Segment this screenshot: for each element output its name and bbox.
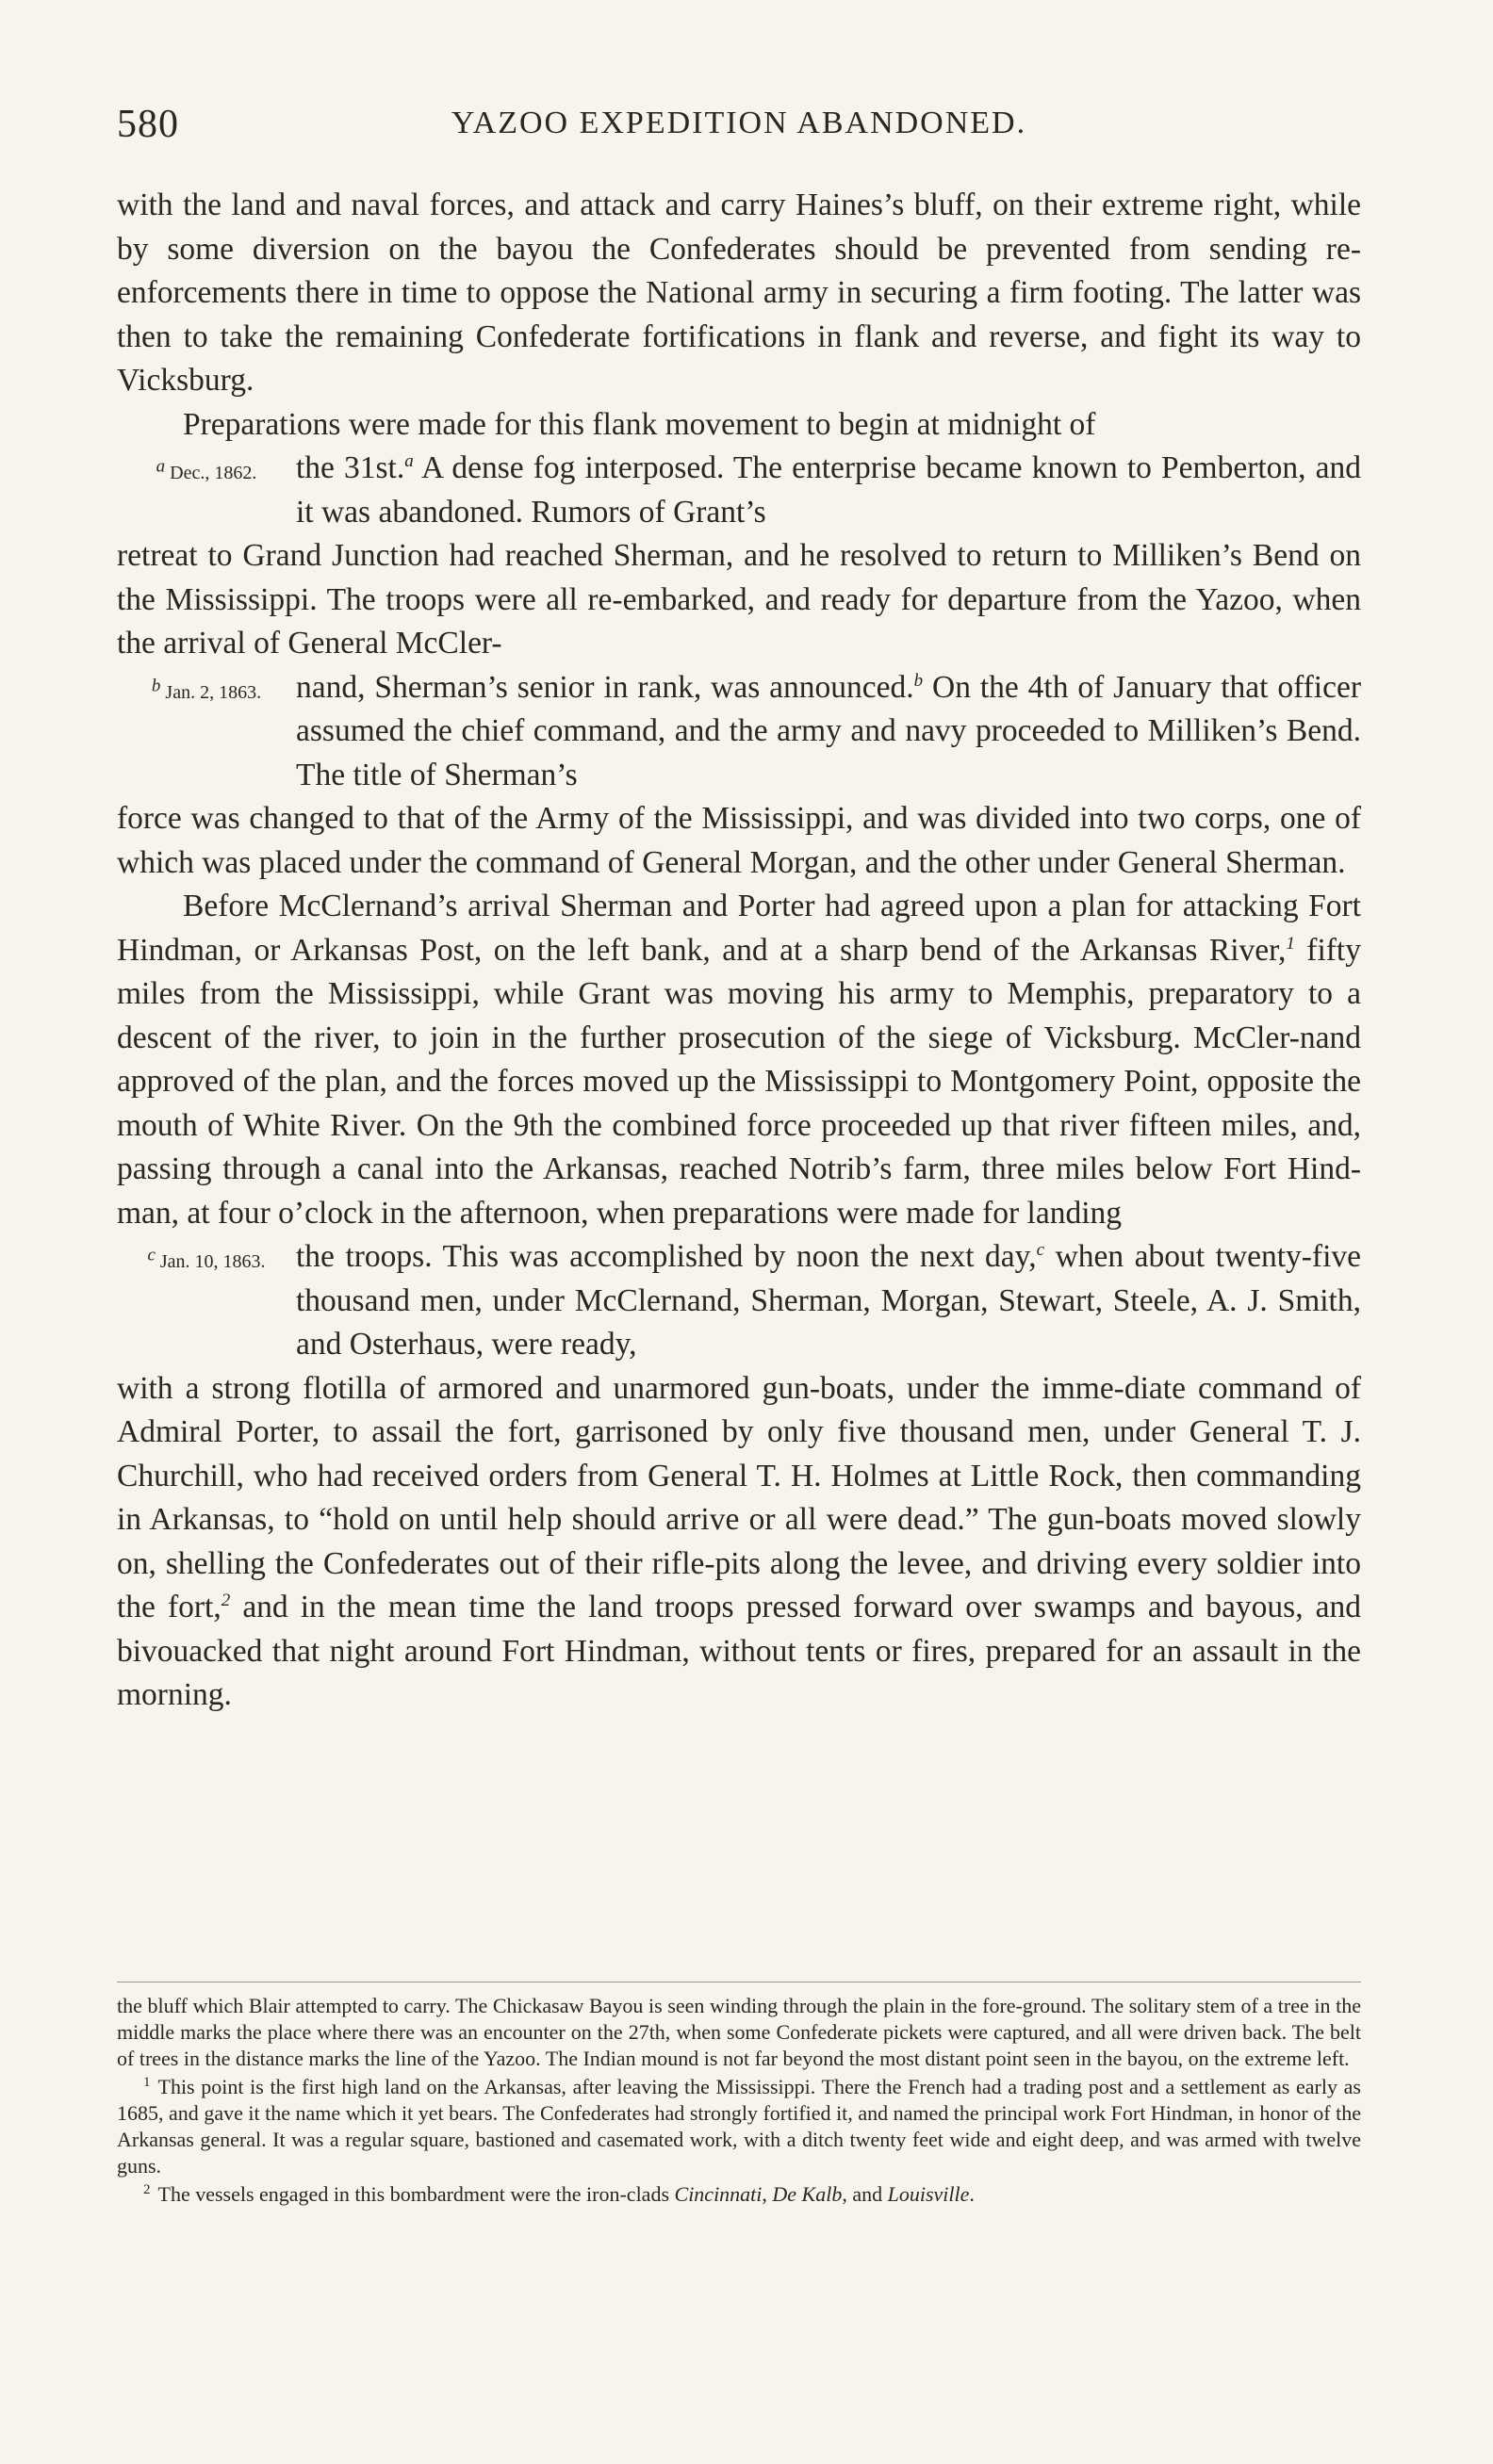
text-run: when about twenty-five thousand men, under McClernand, Sherman, Morgan, Stewart, Steele, A. J. Smith, and Osterhaus, were ready, <box>296 1239 1361 1362</box>
wrapped-text-c <box>296 1235 1361 1367</box>
text-run: the troops. This was accomplished by noon the next day, <box>296 1239 1037 1274</box>
footnote-divider <box>117 1982 1361 1983</box>
footnote-reference: 1 <box>1286 933 1295 954</box>
text-run: nand, Sherman’s senior in rank, was announced. <box>296 669 914 705</box>
note-reference: b <box>913 670 924 691</box>
wrapped-text-a <box>296 447 1361 534</box>
margin-note-mark: b <box>151 675 161 695</box>
running-title: YAZOO EXPEDITION ABANDONED. <box>451 106 1027 140</box>
text-run: Before McClernand’s arrival Sherman and Porter had agreed upon a plan for attacking Fort Hindman, or Arkansas Post, on the left bank, and at a sharp bend of the Arkansas River, <box>117 889 1361 968</box>
footnote-text: This point is the first high land on the Arkansas, after leaving the Mississippi. There the French had a trading post and a settlement as early as 1685, and gave it the name which it yet bears. The Confederates had strongly fortified it, and named the principal work Fort Hindman, in honor of the Arkansas general. It was a regular square, bastioned and casemated work, with a ditch twenty feet wide and eight deep, and was armed with twelve guns. <box>117 2075 1361 2178</box>
note-reference: a <box>404 450 414 471</box>
separator: , and <box>842 2182 888 2206</box>
footnote-number: 2 <box>143 2181 151 2197</box>
footnote-continued: the bluff which Blair attempted to carry. The Chickasaw Bayou is seen winding through the plain in the fore-ground. The solitary stem of a tree in the middle marks the place where there was an encounter on the 27th, when some Confederate pickets were captured, and all were driven back. The belt of trees in the distance marks the line of the Yazoo. The Indian mound is not far beyond the most distant point seen in the bayou, on the extreme left. <box>117 1994 1361 2070</box>
footnote-text: The vessels engaged in this bombardment were the iron-clads <box>157 2182 675 2206</box>
margin-note-text: Jan. 2, 1863. <box>165 681 262 703</box>
paragraph-2-middle: retreat to Grand Junction had reached Sherman, and he resolved to return to Milliken’s Bend on the Mississippi. The troops were all re-embarked, and ready for departure from the Yazoo, when the arrival of General McCler- <box>117 538 1361 661</box>
ship-name: De Kalb <box>772 2182 843 2206</box>
page-number: 580 <box>117 103 179 146</box>
text-run: with a strong flotilla of armored and unarmored gun-boats, under the imme-diate command of Admiral Porter, to assail the fort, garrisoned by only five thousand men, under General T. J. Churchill, who had received orders from General T. H. Holmes at Little Rock, then commanding in Arkansas, to “hold on until help should arrive or all were dead.” The gun-boats moved slowly on, shelling the Confederates out of their rifle-pits along the levee, and driving every soldier into the fort, <box>117 1370 1361 1624</box>
footnotes <box>117 1993 1361 2210</box>
text-run: and in the mean time the land troops pressed forward over swamps and bayous, and bivouacked that night around Fort Hindman, without tents or fires, prepared for an assault in the morning. <box>117 1590 1362 1712</box>
wrapped-text-b <box>296 666 1361 798</box>
margin-note-mark: c <box>147 1245 156 1265</box>
paragraph-3-end <box>117 1367 1361 1718</box>
page-header <box>117 102 1361 158</box>
paragraph-2-end: force was changed to that of the Army of the Mississippi, and was divided into two corps, one of which was placed under the command of General Morgan, and the other under General Sherman. <box>117 801 1361 880</box>
ship-name: Cincinnati <box>674 2182 763 2206</box>
margin-note-c <box>117 1235 296 1273</box>
paragraph-2-lead: Preparations were made for this flank movement to begin at midnight of <box>183 406 1096 442</box>
footnote-reference: 2 <box>221 1590 231 1610</box>
margin-note-text: Jan. 10, 1863. <box>159 1251 266 1272</box>
margin-note-b <box>117 666 296 704</box>
text-run: fifty miles from the Mississippi, while Grant was moving his army to Memphis, preparatory to a descent of the river, to join in the further prosecution of the siege of Vicksburg. McCler-nand approved of the plan, and the forces moved up the Mississippi to Montgomery Point, opposite the mouth of White River. On the 9th the combined force proceeded up that river fifteen miles, and, passing through a canal into the Arkansas, reached Notrib’s farm, three miles below Fort Hind-man, at four o’clock in the afternoon, when preparations were made for landing <box>117 932 1361 1231</box>
footnote-number: 1 <box>143 2074 151 2090</box>
footnote-2 <box>117 2181 1361 2208</box>
paragraph-1: with the land and naval forces, and attack and carry Haines’s bluff, on their extreme right, while by some diversion on the bayou the Confederates should be prevented from sending re-enforcements there in time to oppose the National army in securing a firm footing. The latter was then to take the remaining Confederate fortifications in flank and reverse, and fight its way to Vicksburg. <box>117 188 1361 398</box>
body-text <box>117 184 1361 1718</box>
paragraph-3-lead <box>117 885 1361 1235</box>
separator: , <box>762 2182 773 2206</box>
note-reference: c <box>1036 1239 1045 1260</box>
margin-note-a <box>117 447 296 484</box>
text-run: On the 4th of January that officer assumed the chief command, and the army and navy proceeded to Milliken’s Bend. The title of Sherman’s <box>296 669 1362 792</box>
text-run: A dense fog interposed. The enterprise became known to Pemberton, and it was abandoned. Rumors of Grant’s <box>296 450 1361 530</box>
margin-note-mark: a <box>156 456 166 477</box>
wrap-block-c <box>117 1235 1361 1367</box>
wrap-block-b <box>117 666 1361 798</box>
ship-name: Louisville <box>887 2182 970 2206</box>
margin-note-text: Dec., 1862. <box>170 463 257 483</box>
footnote-1 <box>117 2074 1361 2179</box>
separator: . <box>969 2182 975 2206</box>
text-run: the 31st. <box>296 450 405 485</box>
wrap-block-a <box>117 447 1361 534</box>
